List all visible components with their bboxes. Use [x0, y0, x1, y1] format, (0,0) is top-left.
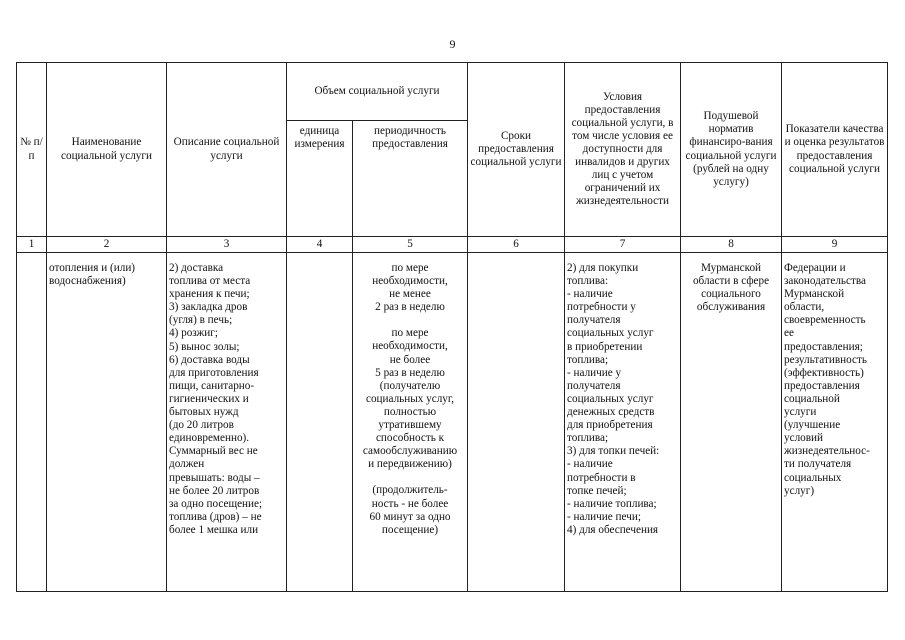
text-line: социальных услуг	[567, 327, 654, 340]
colnum-1: 1	[17, 237, 47, 253]
text-line: топлива (дров) – не	[169, 510, 262, 523]
text-line: - наличие у	[567, 366, 622, 379]
cell-description	[167, 253, 287, 592]
text-line: утратившему	[378, 419, 442, 432]
text-line: - наличие	[567, 458, 613, 471]
colnum-9: 9	[782, 237, 888, 253]
text-line: должен	[169, 458, 205, 471]
header-description: Описание социальной услуги	[167, 63, 287, 237]
header-volume-group: Объем социальной услуги	[287, 63, 468, 121]
text-line: потребности в	[567, 471, 636, 484]
text-line: 5 раз в неделю	[375, 366, 445, 379]
text-line: законодательства	[784, 275, 866, 288]
text-line: самообслуживанию	[362, 445, 458, 458]
text-line: пищи, санитарно-	[169, 379, 255, 392]
text-line	[355, 471, 465, 484]
cell-norm	[681, 253, 782, 592]
text-line: предоставления;	[784, 340, 863, 353]
text-line: в приобретении	[567, 340, 643, 353]
text-line	[355, 314, 465, 327]
text-line: услуг)	[784, 484, 815, 497]
text-line: услуги	[784, 406, 817, 419]
text-line: - наличие печи;	[567, 510, 641, 523]
text-line: потребности у	[567, 301, 636, 314]
text-line: области в сфере	[692, 275, 770, 288]
header-quality: Показатели качества и оценка результатов предоставления социальной услуги	[782, 63, 888, 237]
text-line: топке печей;	[567, 484, 627, 497]
text-line: социальных	[784, 471, 842, 484]
page-number: 9	[449, 37, 456, 51]
colnum-6: 6	[468, 237, 565, 253]
text-line: топлива от места	[169, 275, 251, 288]
text-line: социальной	[784, 392, 840, 405]
text-line: предоставления	[784, 379, 860, 392]
text-line: для приготовления	[169, 366, 259, 379]
header-unit: единица измерения	[287, 121, 353, 237]
text-line: водоснабжения)	[49, 275, 126, 288]
text-line: 2) доставка	[169, 262, 224, 274]
text-line: (получателю	[379, 379, 441, 392]
text-line: социальных услуг	[567, 392, 654, 405]
text-line: (продолжитель-	[372, 484, 448, 497]
text-line: (эффективность)	[784, 366, 864, 379]
text-line: получателя	[567, 314, 621, 327]
text-line: полностью	[383, 405, 437, 418]
text-line: необходимости,	[372, 275, 448, 288]
colnum-7: 7	[565, 237, 681, 253]
text-line: более 1 мешка или	[169, 523, 259, 536]
text-line: топлива;	[567, 432, 609, 445]
header-number: № п/п	[17, 63, 47, 237]
text-line: единовременно).	[169, 432, 250, 445]
text-line: 4) розжиг;	[169, 327, 218, 340]
text-line: способность к	[375, 432, 445, 445]
colnum-3: 3	[167, 237, 287, 253]
text-line: 2 раз в неделю	[375, 301, 445, 314]
text-line: 4) для обеспечения	[567, 523, 659, 536]
text-line: результативность	[784, 353, 867, 366]
text-line: необходимости,	[372, 340, 448, 353]
text-line: топлива;	[567, 353, 609, 366]
text-line: 3) для топки печей:	[567, 445, 660, 458]
text-line: для приобретения	[567, 419, 653, 432]
cell-unit	[287, 253, 353, 592]
text-line: по мере	[391, 262, 429, 274]
text-line: 5) вынос золы;	[169, 340, 240, 353]
text-line: за одно посещение;	[169, 497, 263, 510]
text-line: своевременность	[784, 314, 866, 327]
text-line: хранения к печи;	[169, 288, 250, 301]
text-line: ти получателя	[784, 458, 852, 471]
text-line: социального	[701, 288, 761, 301]
text-line: ность - не более	[371, 497, 449, 510]
text-line: превышать: воды –	[169, 471, 260, 484]
table-row	[17, 253, 888, 592]
cell-number	[17, 253, 47, 592]
text-line: не менее	[389, 288, 431, 301]
text-line: посещение)	[381, 523, 439, 536]
text-line: 2) для покупки	[567, 262, 639, 274]
text-line: Мурманской	[784, 288, 845, 301]
text-line: бытовых нужд	[169, 406, 239, 419]
text-line: ее	[784, 327, 794, 340]
colnum-4: 4	[287, 237, 353, 253]
cell-periodicity	[353, 253, 468, 592]
text-line: и передвижению)	[368, 458, 452, 471]
text-line: - наличие топлива;	[567, 497, 657, 510]
text-line: топлива:	[567, 275, 609, 288]
text-line: обслуживания	[696, 301, 766, 314]
cell-conditions	[565, 253, 681, 592]
text-line: социальных услуг,	[365, 392, 455, 405]
text-line: Мурманской	[700, 262, 762, 274]
text-line: Суммарный вес не	[169, 445, 258, 458]
text-line: области,	[784, 301, 825, 314]
text-line: 3) закладка дров	[169, 301, 248, 314]
header-terms: Сроки предоставления социальной услуги	[468, 63, 565, 237]
cell-quality	[782, 253, 888, 592]
text-line: 60 минут за одно	[369, 510, 451, 523]
text-line: не более 20 литров	[169, 484, 260, 497]
text-line: (до 20 литров	[169, 419, 234, 432]
header-periodicity: периодичность предоставления	[353, 121, 468, 237]
colnum-8: 8	[681, 237, 782, 253]
cell-terms	[468, 253, 565, 592]
colnum-2: 2	[47, 237, 167, 253]
text-line: гигиенических и	[169, 392, 249, 405]
services-table	[16, 62, 888, 592]
text-line: отопления и (или)	[49, 262, 136, 274]
text-line: Федерации и	[784, 262, 846, 274]
text-line: денежных средств	[567, 406, 655, 419]
colnum-5: 5	[353, 237, 468, 253]
text-line: (улучшение	[784, 419, 841, 432]
text-line: условий	[784, 432, 824, 445]
header-conditions: Условия предоставления социальной услуги, в том числе условия ее доступности для инвалидов и других лиц с учетом ограничений их жизнедеятельности	[565, 63, 681, 237]
text-line: получателя	[567, 379, 621, 392]
text-line: 6) доставка воды	[169, 353, 250, 366]
text-line: жизнедеятельнос-	[784, 445, 870, 458]
text-line: не более	[389, 353, 431, 366]
header-norm: Подушевой норматив финансиро-вания социальной услуги (рублей на одну услугу)	[681, 63, 782, 237]
text-line: (угля) в печь;	[169, 314, 233, 327]
text-line: по мере	[391, 327, 429, 340]
header-service-name: Наименование социальной услуги	[47, 63, 167, 237]
text-line: - наличие	[567, 288, 613, 301]
cell-service-name	[47, 253, 167, 592]
